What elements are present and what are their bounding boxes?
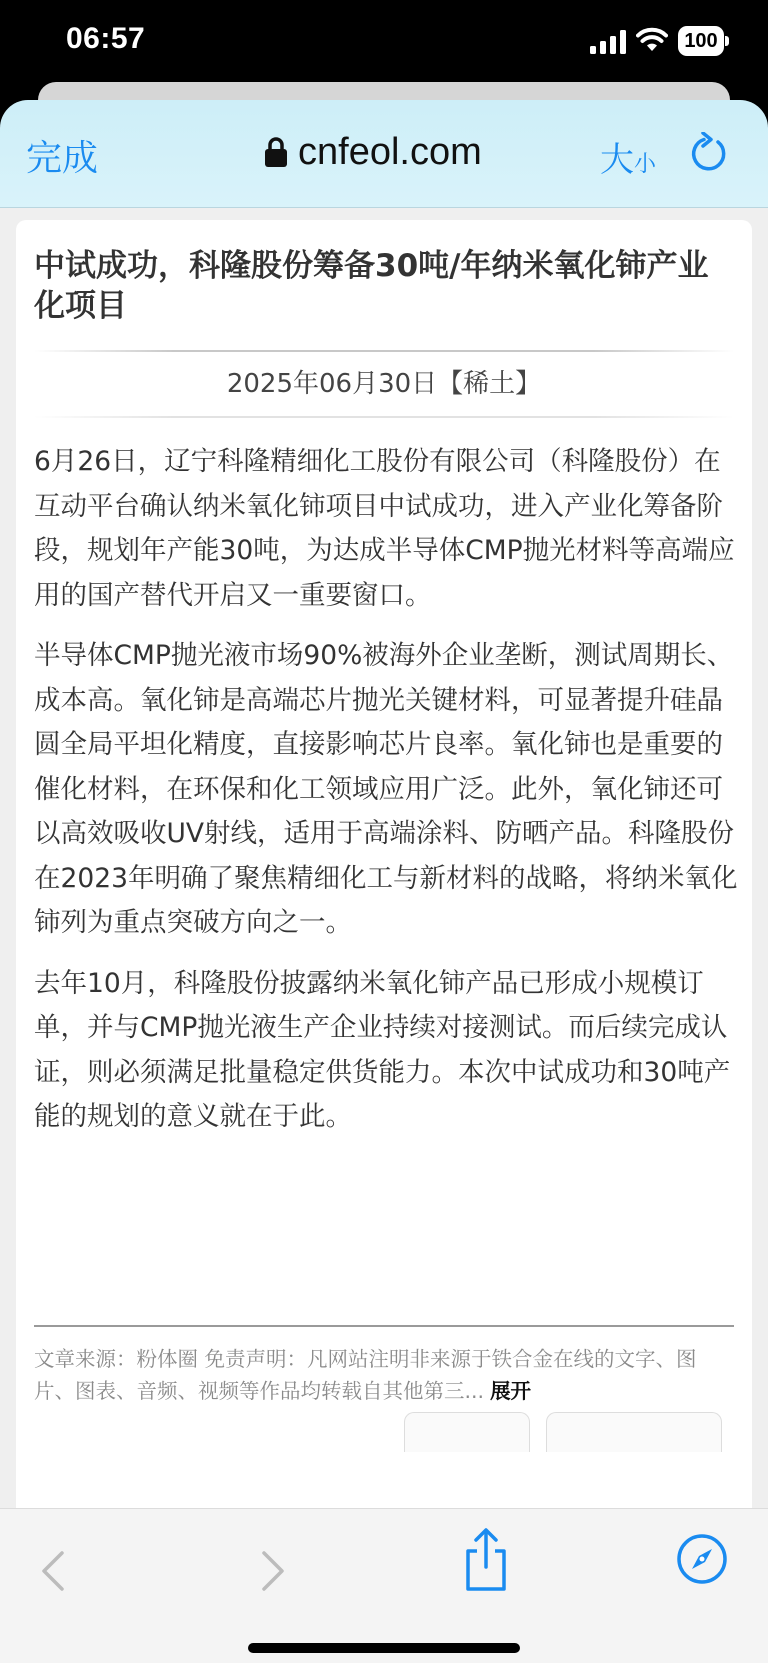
article-date-category: 2025年06月30日【稀土】: [226, 369, 542, 399]
article-title: 中试成功，科隆股份筹备30吨/年纳米氧化铈产业化项目: [34, 248, 709, 324]
article-body: [34, 440, 746, 1156]
battery-level: 100: [678, 26, 724, 56]
article-paragraph: 去年10月，科隆股份披露纳米氧化铈产品已形成小规模订单，并与CMP抛光液生产企业持续对接测试。而后续完成认证，则必须满足批量稳定供货能力。本次中试成功和30吨产能的规划的意义就在于此。: [34, 967, 731, 1132]
disclaimer-text: 文章来源：粉体圈 免责声明：凡网站注明非来源于铁合金在线的文字、图片、图表、音频、视频等作品均转载自其他第三...: [34, 1347, 697, 1403]
forward-icon[interactable]: [258, 1547, 288, 1595]
meta-divider: [34, 416, 734, 418]
back-icon[interactable]: [38, 1547, 68, 1595]
source-disclaimer: [34, 1343, 734, 1407]
url-display[interactable]: [264, 130, 482, 174]
url-text: cnfeol.com: [298, 130, 482, 173]
footer-divider: [34, 1325, 734, 1327]
safari-compass-icon[interactable]: [676, 1533, 728, 1585]
expand-link[interactable]: 展开: [490, 1379, 532, 1403]
browser-nav-bar: [0, 100, 768, 208]
status-bar: [0, 0, 768, 84]
article-card: [16, 220, 752, 1520]
wifi-icon: [636, 27, 668, 53]
browser-toolbar: [0, 1508, 768, 1663]
text-size-button[interactable]: 大小: [600, 140, 657, 180]
web-page: [0, 208, 768, 1508]
title-divider: [34, 350, 734, 352]
article-paragraph: 6月26日，辽宁科隆精细化工股份有限公司（科隆股份）在互动平台确认纳米氧化铈项目中试成功，进入产业化筹备阶段，规划年产能30吨，为达成半导体CMP抛光材料等高端应用的国产替代开启又一重要窗口。: [34, 446, 735, 611]
partial-button[interactable]: [546, 1412, 722, 1452]
done-button[interactable]: 完成: [26, 138, 99, 179]
partial-button[interactable]: [404, 1412, 530, 1452]
lock-icon: [264, 136, 288, 168]
share-icon[interactable]: [462, 1527, 510, 1593]
article-paragraph: 半导体CMP抛光液市场90%被海外企业垄断，测试周期长、成本高。氧化铈是高端芯片抛光关键材料，可显著提升硅晶圆全局平坦化精度，直接影响芯片良率。氧化铈也是重要的催化材料，在环保和化工领域应用广泛。此外，氧化铈还可以高效吸收UV射线，适用于高端涂料、防晒产品。科隆股份在2023年明确了聚焦精细化工与新材料的战略，将纳米氧化铈列为重点突破方向之一。: [34, 640, 738, 938]
status-time: 06:57: [66, 22, 146, 55]
battery-icon: [678, 26, 730, 56]
reload-icon[interactable]: [690, 132, 730, 174]
signal-icon: [590, 30, 626, 54]
home-indicator[interactable]: [248, 1643, 520, 1653]
